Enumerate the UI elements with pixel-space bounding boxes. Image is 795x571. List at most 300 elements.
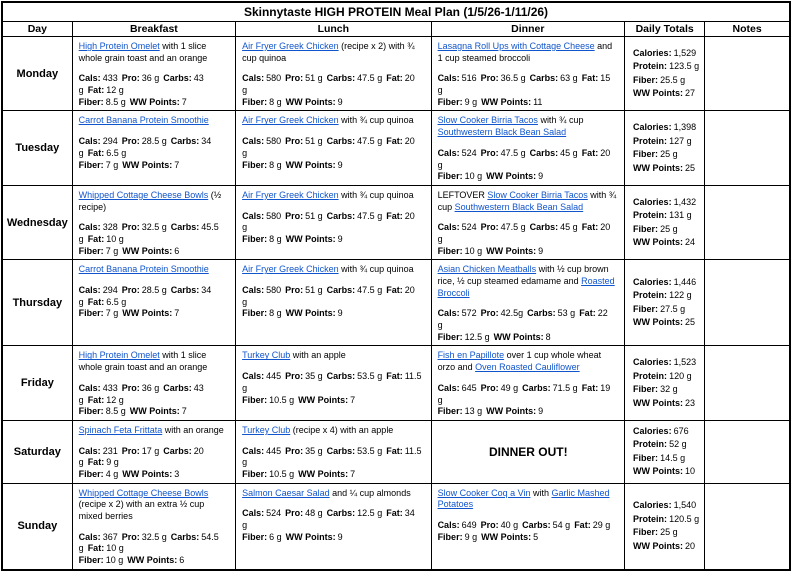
macro-value: 32.5 g [141,531,167,542]
notes-cell [705,346,790,420]
header-row [2,22,790,37]
meal-text: with 1 slice whole grain toast and an orange [78,350,208,373]
meal-description [438,41,619,64]
meal-text: with ¾ cup [537,115,584,126]
recipe-link[interactable]: Roasted Broccoli [437,276,615,298]
macros [242,211,425,246]
macro-label: WW Points: [481,531,532,542]
macro-value: 7 [181,96,187,107]
totals-label: Calories: [633,47,672,58]
macro-line [242,395,425,407]
meal-text: with ¾ cup quinoa [338,264,414,275]
macro-label: Pro: [121,445,140,456]
macro-value: 4 g [105,468,119,479]
totals-label: Protein: [633,135,668,146]
meal-plan-table [1,1,791,571]
macro-line [79,383,230,406]
totals-line [633,223,701,237]
totals-line [633,316,701,330]
meal-description [79,425,230,437]
column-header-lunch: Lunch [236,22,431,37]
lunch-cell [236,346,431,420]
lunch-cell [236,260,431,346]
macro-value: 6 g [269,531,282,542]
macro-label: WW Points: [486,406,537,417]
totals-value: 25 g [660,149,678,160]
breakfast-cell [72,111,235,185]
macro-value: 49 g [500,382,519,393]
macro-value: 22 g [437,308,608,331]
day-cell: Monday [2,37,72,111]
day-cell: Sunday [2,483,72,570]
macro-label: Fiber: [242,468,268,479]
macro-line [79,73,230,96]
macro-label: Pro: [480,520,499,530]
macro-value: 367 [102,531,118,542]
notes-cell [705,483,790,570]
totals-label: Fiber: [633,149,659,160]
meal-description [438,115,619,138]
totals-value: 122 g [669,290,692,301]
meal-text: (recipe x 2) with ¾ cup quinoa [242,41,415,63]
macro-label: Carbs: [529,73,559,84]
recipe-link[interactable]: Turkey Club [242,350,291,361]
totals-value: 23 [685,397,696,408]
macro-label: Fat: [386,371,403,382]
recipe-link[interactable]: Lasagna Roll Ups with Cottage Cheese [437,41,595,51]
macro-label: Fiber: [437,245,463,256]
macros [242,371,425,406]
macro-value: 9 [538,406,544,417]
macro-line [79,246,230,258]
column-header-dinner: Dinner [431,22,624,37]
recipe-link[interactable]: Slow Cooker Birria Tacos [437,115,538,126]
recipe-link[interactable]: Air Fryer Greek Chicken [242,115,339,126]
totals-line [633,397,701,411]
totals-line [633,540,701,554]
meal-text: and 1 cup steamed broccoli [437,41,613,63]
meal-text: (recipe x 2) with an extra ½ cup mixed berries [78,499,205,521]
macro-value: 20 g [437,147,611,170]
macro-label: Cals: [242,508,265,519]
macro-label: Fat: [386,285,403,295]
macro-label: Fat: [579,308,596,319]
macro-label: Carbs: [326,445,356,456]
macro-value: 580 [266,285,282,295]
totals-line [633,209,701,223]
macro-value: 580 [266,210,282,221]
totals-label: Calories: [633,357,672,368]
meal-description [79,190,230,213]
macro-label: WW Points: [298,394,349,405]
totals-value: 20 [685,540,696,551]
macro-label: Fiber: [78,308,104,319]
macro-value: 40 g [500,520,519,530]
macro-value: 8 g [269,159,282,170]
breakfast-cell [72,37,235,111]
macro-label: Pro: [121,531,140,542]
dinner-cell [431,111,624,185]
totals-label: WW Points: [633,466,684,477]
macro-value: 5 [533,531,539,542]
totals-line [633,356,701,370]
macro-label: Fiber: [78,468,104,479]
macro-label: Fiber: [437,331,463,342]
totals-line [633,438,701,452]
macro-label: Carbs: [326,136,356,147]
macro-value: 10 g [105,555,124,566]
macro-label: WW Points: [127,555,178,566]
totals-value: 127 g [669,135,692,146]
macro-label: Pro: [285,210,304,221]
meal-description [438,264,619,299]
macro-value: 36 g [141,73,160,84]
day-cell: Saturday [2,420,72,483]
macro-value: 580 [266,136,282,147]
column-header-daily-totals: Daily Totals [625,22,705,37]
totals-value: 1,398 [673,122,697,133]
macro-label: Fiber: [242,159,268,170]
totals-value: 123.5 g [669,61,700,72]
macro-line [242,469,425,481]
totals-label: Fiber: [633,452,659,463]
macros [79,446,230,481]
totals-line [633,121,701,135]
dinner-cell [431,37,624,111]
column-header-notes: Notes [705,22,790,37]
macro-value: 3 [174,468,180,479]
macro-label: Carbs: [326,73,356,84]
macro-value: 6.5 g [106,296,127,307]
macro-label: WW Points: [122,245,173,256]
meal-text: LEFTOVER [437,189,488,200]
macro-label: Pro: [121,136,140,147]
recipe-link[interactable]: Air Fryer Greek Chicken [242,189,339,200]
macro-value: 8 g [269,308,282,319]
totals-line [633,303,701,317]
totals-label: Protein: [633,290,668,301]
macro-value: 9 g [106,457,119,468]
macro-line [438,332,619,344]
macro-label: Pro: [121,285,140,295]
macro-line [438,73,619,96]
macro-label: WW Points: [122,468,173,479]
macro-line [79,555,230,567]
totals-line [633,526,701,540]
macro-label: Fat: [87,85,105,96]
recipe-link[interactable]: Slow Cooker Birria Tacos [487,189,588,200]
totals-line [633,236,701,250]
macro-label: Fiber: [78,245,104,256]
macro-line [242,73,425,96]
breakfast-cell [72,260,235,346]
macro-value: 12.5 g [357,508,383,519]
macro-label: WW Points: [122,159,173,170]
meal-description [79,264,230,276]
meal-description [79,115,230,127]
macros [242,73,425,108]
totals-label: Protein: [633,210,668,221]
macros [438,73,619,108]
macro-label: Fat: [386,508,403,519]
macro-value: 8.5 g [105,96,126,107]
macro-label: Fat: [574,520,591,530]
macro-value: 6 [179,555,185,566]
macro-label: Fiber: [437,406,463,417]
macro-label: Cals: [78,445,101,456]
recipe-link[interactable]: High Protein Omelet [78,41,160,51]
totals-value: 25 g [660,527,678,538]
totals-value: 131 g [669,210,692,221]
macro-label: Fiber: [242,531,268,542]
macro-value: 29 g [592,520,611,530]
recipe-link[interactable]: Air Fryer Greek Chicken [242,264,339,275]
macro-value: 7 [350,394,356,405]
macro-value: 45.5 g [78,222,219,244]
recipe-link[interactable]: Salmon Caesar Salad [242,487,330,498]
recipe-link[interactable]: High Protein Omelet [78,350,160,361]
table-row [2,111,790,185]
totals-value: 1,432 [673,196,697,207]
macro-line [79,160,230,172]
macro-value: 53.5 g [357,371,383,382]
macros [438,383,619,418]
macros [438,148,619,183]
macro-value: 12.5 g [464,331,490,342]
macro-label: Cals: [242,210,265,221]
notes-cell [705,420,790,483]
macro-value: 13 g [464,406,483,417]
totals-line [633,196,701,210]
recipe-link[interactable]: Asian Chicken Meatballs [437,264,537,275]
macro-value: 34 g [242,508,415,530]
macro-label: WW Points: [298,468,349,479]
breakfast-cell [72,346,235,420]
macro-line [79,136,230,159]
macro-value: 48 g [305,508,323,519]
daily-totals-cell [625,483,705,570]
macros [438,520,619,543]
macro-line [79,446,230,469]
macro-label: Fiber: [242,308,268,319]
macro-line [438,222,619,245]
macro-value: 9 [337,531,343,542]
title-row [2,2,790,22]
macro-value: 43 g [78,73,204,96]
macro-value: 328 [102,222,118,233]
macro-label: Cals: [437,308,460,319]
macro-value: 36 g [141,382,160,393]
macro-line [438,383,619,406]
macro-value: 294 [102,136,118,147]
macro-label: Fat: [386,136,403,147]
recipe-link[interactable]: Spinach Feta Frittata [78,424,163,435]
recipe-link[interactable]: Southwestern Black Bean Salad [437,127,567,138]
totals-label: Calories: [633,122,672,133]
totals-value: 120.5 g [669,513,700,524]
macro-value: 19 g [437,382,611,405]
macro-label: Carbs: [529,147,559,158]
macro-value: 9 g [464,531,478,542]
macro-value: 294 [102,285,118,295]
macro-label: WW Points: [285,159,336,170]
notes-cell [705,37,790,111]
totals-line [633,513,701,527]
macro-value: 43 g [78,382,204,405]
macro-label: Fat: [386,73,403,84]
macro-value: 10 g [464,171,483,182]
totals-label: Protein: [633,513,668,524]
macro-line [242,532,425,544]
macro-label: Fat: [87,457,105,468]
macro-label: Cals: [242,73,265,84]
recipe-link[interactable]: Oven Roasted Cauliflower [475,362,580,373]
macro-value: 47.5 g [357,285,383,295]
meal-text: with 1 slice whole grain toast and an orange [78,41,208,63]
macro-value: 7 g [105,245,119,256]
meal-text: with ¾ cup [437,189,617,212]
daily-totals-cell [625,346,705,420]
macro-label: WW Points: [285,308,336,319]
macro-label: Carbs: [163,382,192,393]
macro-label: Cals: [242,285,265,295]
macro-label: Pro: [285,445,304,456]
macro-line [438,148,619,171]
totals-line [633,162,701,176]
macro-label: Fiber: [437,171,463,182]
macros [438,222,619,257]
meal-description [438,488,619,511]
macro-line [242,97,425,109]
totals-label: Calories: [633,500,672,511]
macro-label: Carbs: [522,382,551,393]
recipe-link[interactable]: Air Fryer Greek Chicken [242,41,339,51]
recipe-link[interactable]: Slow Cooker Coq a Vin [437,487,531,498]
macro-label: Carbs: [170,531,200,542]
recipe-link[interactable]: Garlic Mashed Potatoes [437,487,610,510]
macro-line [242,308,425,320]
macro-label: Carbs: [170,136,200,147]
macro-label: WW Points: [285,96,336,107]
macro-value: 53.5 g [357,445,383,456]
macro-value: 8.5 g [105,406,126,417]
totals-label: Fiber: [633,527,659,538]
totals-label: Calories: [633,196,672,207]
totals-line [633,289,701,303]
macro-label: Fat: [581,382,599,393]
recipe-link[interactable]: Whipped Cottage Cheese Bowls [78,487,209,498]
macro-value: 8 [545,331,551,342]
macro-label: Cals: [78,382,101,393]
macro-value: 20 g [242,210,415,233]
meal-description [438,190,619,213]
macro-label: Cals: [437,520,460,530]
dinner-cell [431,260,624,346]
macro-label: Pro: [285,508,304,519]
day-cell: Tuesday [2,111,72,185]
macro-value: 10 g [464,245,483,256]
macro-label: Fat: [386,445,403,456]
column-header-day: Day [2,22,72,37]
recipe-link[interactable]: Carrot Banana Protein Smoothie [78,115,209,126]
totals-value: 1,523 [673,357,697,368]
totals-value: 676 [673,425,689,436]
macro-label: Cals: [437,382,460,393]
macro-value: 516 [461,73,477,84]
macro-value: 580 [266,73,282,84]
macros [242,508,425,543]
macro-value: 9 [337,96,343,107]
recipe-link[interactable]: Carrot Banana Protein Smoothie [78,264,209,275]
totals-line [633,148,701,162]
totals-label: Calories: [633,276,672,287]
meal-text: (½ recipe) [78,189,222,212]
macro-value: 47.5 g [500,147,526,158]
macro-label: Fiber: [78,406,104,417]
macro-value: 433 [102,382,118,393]
totals-value: 27 [685,88,696,99]
macro-label: Carbs: [163,73,192,84]
table-row [2,37,790,111]
macro-label: Cals: [242,445,265,456]
macro-label: Carbs: [163,445,192,456]
meal-description [242,488,425,500]
breakfast-cell [72,483,235,570]
macro-value: 524 [461,222,477,233]
totals-line [633,383,701,397]
totals-label: WW Points: [633,237,684,248]
meal-text: and ¼ cup almonds [329,487,411,498]
macro-label: Cals: [78,285,101,295]
lunch-cell [236,37,431,111]
totals-line [633,370,701,384]
totals-label: WW Points: [633,540,684,551]
recipe-link[interactable]: Fish en Papillote [437,350,505,361]
macro-value: 6 [174,245,180,256]
macro-label: Fiber: [78,159,104,170]
macro-value: 10 g [106,233,124,244]
macro-label: Fiber: [242,394,268,405]
macro-value: 572 [461,308,477,319]
macro-label: Fat: [581,73,599,84]
totals-line [633,87,701,101]
recipe-link[interactable]: Southwestern Black Bean Salad [454,201,584,212]
meal-text: with ½ cup brown rice, ½ cup steamed edamame and [437,264,609,286]
macro-value: 35 g [305,371,323,382]
totals-label: WW Points: [633,397,684,408]
macro-label: Fat: [87,233,105,244]
totals-value: 52 g [669,439,687,450]
macro-label: Pro: [480,147,499,158]
totals-label: Fiber: [633,223,659,234]
macros [242,285,425,320]
totals-line [633,60,701,74]
recipe-link[interactable]: Whipped Cottage Cheese Bowls [78,189,209,200]
macro-label: Cals: [437,73,460,84]
macro-label: Fiber: [78,555,104,566]
macro-line [79,97,230,109]
macro-value: 32.5 g [141,222,167,233]
recipe-link[interactable]: Turkey Club [242,424,291,435]
macros [79,532,230,567]
macro-label: WW Points: [285,531,336,542]
macro-value: 9 g [464,96,478,107]
totals-label: Protein: [633,61,668,72]
macro-label: Carbs: [326,371,356,382]
macro-value: 524 [461,147,477,158]
meal-text: with an orange [162,424,224,435]
macro-label: Pro: [480,222,499,233]
